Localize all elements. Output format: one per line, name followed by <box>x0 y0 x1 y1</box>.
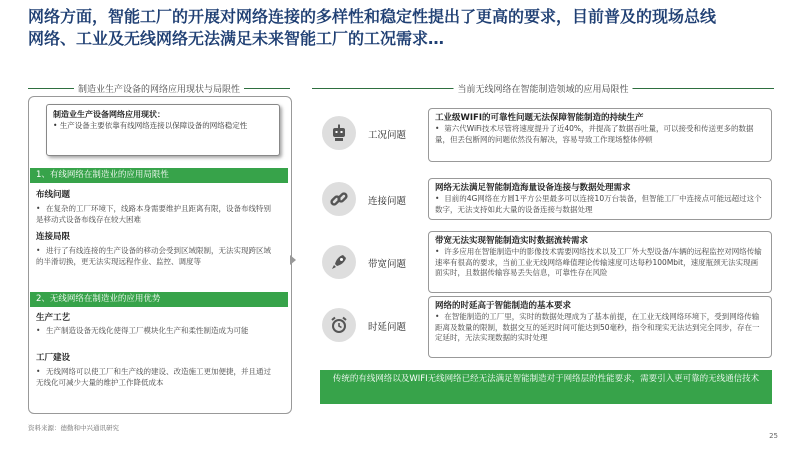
right-item-3-head: 带宽无法实现智能制造实时数据流转需求 <box>435 236 589 246</box>
title-line-2: 网络、工业及无线网络无法满足未来智能工厂的工况需求… <box>28 29 445 48</box>
section1-item1-head: 布线问题 <box>36 190 71 200</box>
section1-item2-text: • 进行了有线连接的生产设备的移动会受到区域限制，无法实现跨区域的半滑切换，更无法实现远程作业、监控、调度等 <box>36 246 271 266</box>
robot-icon <box>322 116 356 150</box>
status-callout <box>46 104 280 156</box>
link-icon <box>322 182 356 216</box>
section2-item2-text: • 无线网络可以使工厂和生产线的建设、改造施工更加便捷，并且通过无线化可减少大量的维护工作降低成本 <box>36 367 271 387</box>
page-number: 25 <box>769 432 778 440</box>
section2-item2-head: 工厂建设 <box>36 353 71 363</box>
right-item-4-head: 网络的时延高于智能制造的基本要求 <box>435 301 572 311</box>
right-item-1-head: 工业级WIFI的可靠性问题无法保障智能制造的持续生产 <box>435 113 644 123</box>
right-item-4-text: • 在智能制造的工厂里，实时的数据处理成为了基本前提，在工业无线网络环境下，受到网络传输距离及数量的限制，数据交互的延迟时间可能达到50毫秒，指令和现实无法达到完全同步，存在一定延时，无法实现数据的实时处理 <box>435 312 760 342</box>
right-item-2-box <box>428 178 772 220</box>
callout-title: 制造业生产设备网络应用现状： <box>53 110 165 119</box>
alarm-clock-icon <box>322 308 356 342</box>
source-footnote: 资料来源：德勤和中兴通讯研究 <box>28 424 119 432</box>
right-header-text: 当前无线网络在智能制造领域的应用局限性 <box>453 82 632 95</box>
right-item-1-text: • 第六代WiFi技术尽管将速度提升了近40%，并提高了数据吞吐量，可以接受和传送更多的数据量，但丢包断网的问题依然没有解决，容易导致工作现场整体停顿 <box>435 124 754 144</box>
right-item-2-label: 连接问题 <box>368 196 407 207</box>
left-header-text: 制造业生产设备的网络应用现状与局限性 <box>74 82 244 95</box>
rocket-icon <box>322 245 356 279</box>
right-item-4-box <box>428 296 772 358</box>
section2-item1-text: • 生产制造设备无线化使得工厂模块化生产和柔性制造成为可能 <box>36 326 249 335</box>
section2-bar: 2、无线网络在制造业的应用优势 <box>30 292 288 307</box>
section1-item2-head: 连接局限 <box>36 232 71 242</box>
section2-item1-head: 生产工艺 <box>36 313 71 323</box>
right-item-4-label: 时延问题 <box>368 322 407 333</box>
right-item-3-label: 带宽问题 <box>368 259 407 270</box>
section1-bar: 1、有线网络在制造业的应用局限性 <box>30 168 288 183</box>
right-item-3-box <box>428 231 772 293</box>
right-item-2-text: • 目前的4G网络在方圆1平方公里最多可以连接10万台装备，但智能工厂中连接点可能远超过这个数字，无法支持如此大量的设备连接与数据处理 <box>435 194 762 214</box>
arrow-icon <box>290 255 296 265</box>
section1-item1-text: • 在复杂的工厂环境下，线路本身需要维护且距离有限，设备布线特别是移动式设备布线存在较大困难 <box>36 204 271 224</box>
right-item-1-box <box>428 108 772 162</box>
right-item-2-head: 网络无法满足智能制造海量设备连接与数据处理需求 <box>435 183 631 193</box>
page-title <box>28 6 768 50</box>
right-item-1-label: 工况问题 <box>368 130 407 141</box>
right-item-3-text: • 许多应用在智能制造中的影像技术需要网络技术以及工厂外大型设备/车辆的远程监控对网络传输速率有很高的要求，当前工业无线网络峰值理论传输速度可达每秒100Mbit，速度瓶颈无法实现画面实时，且数据传输容易丢失信息，可靠性存在风险 <box>435 247 762 277</box>
title-line-1: 网络方面，智能工厂的开展对网络连接的多样性和稳定性提出了更高的要求，目前普及的现场总线 <box>28 7 717 26</box>
callout-text: • 生产设备主要依靠有线网络连接以保障设备的网络稳定性 <box>53 121 248 130</box>
conclusion-banner: 传统的有线网络以及WIFI无线网络已经无法满足智能制造对于网络层的性能要求，需要引入更可靠的无线通信技术 <box>320 370 772 404</box>
